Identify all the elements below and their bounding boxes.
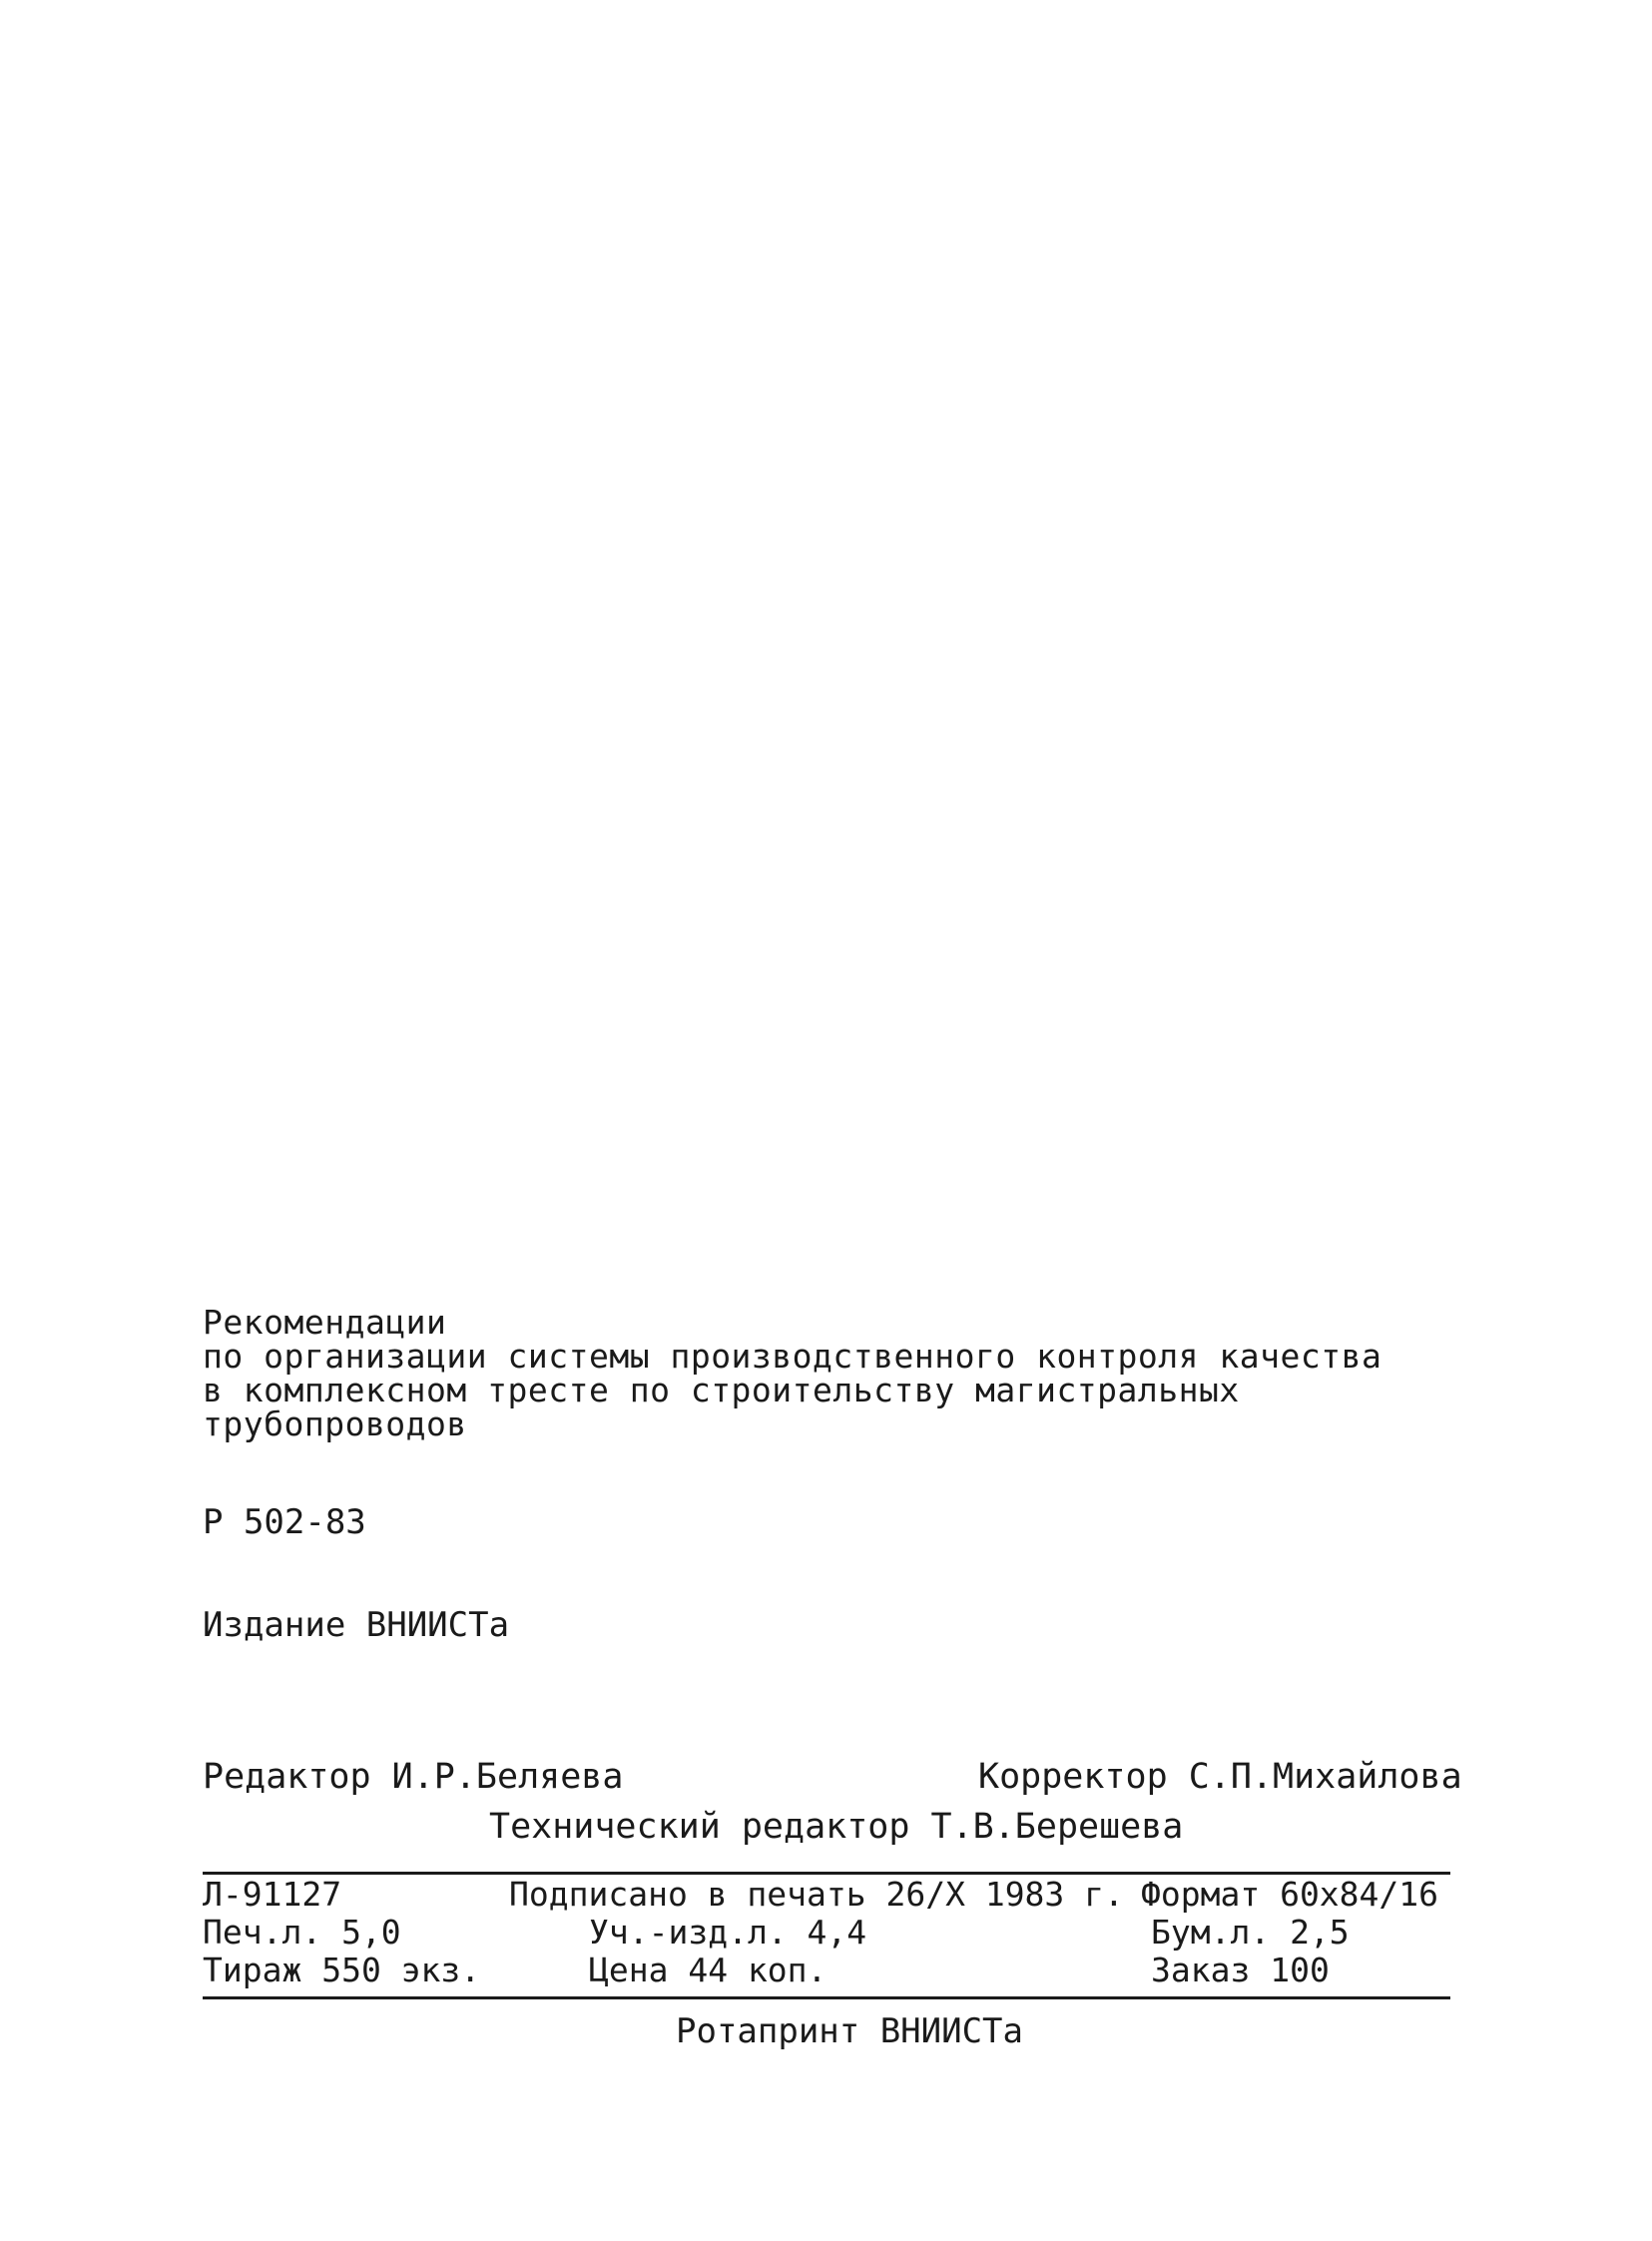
imprint-print-sheets: Печ.л. 5,0: [203, 1913, 401, 1952]
imprint-bottom-rule: [203, 1996, 1450, 1999]
imprint-license: Л-91127: [203, 1875, 342, 1914]
document-code: Р 502-83: [203, 1502, 366, 1542]
imprint-publisher-sheets: Уч.-изд.л. 4,4: [589, 1913, 867, 1952]
publisher-line: Издание ВНИИСТа: [203, 1605, 510, 1645]
imprint-format: Формат 60x84/16: [1141, 1875, 1439, 1914]
title-line-4: трубопроводов: [203, 1404, 467, 1443]
imprint-paper-sheets: Бум.л. 2,5: [1151, 1913, 1350, 1952]
imprint-order: Заказ 100: [1151, 1951, 1330, 1989]
technical-editor-credit: Технический редактор Т.В.Берешева: [489, 1807, 1184, 1847]
imprint-signed-date: Подписано в печать 26/X 1983 г.: [509, 1875, 1124, 1914]
imprint-block: [203, 1877, 1450, 1996]
editor-credit: Редактор И.Р.Беляева: [203, 1757, 624, 1797]
title-line-2: по организации системы производственного контроля качества: [203, 1337, 1382, 1376]
document-title: [203, 1303, 1400, 1443]
imprint-price: Цена 44 коп.: [589, 1951, 827, 1989]
title-line-1: Рекомендации: [203, 1303, 447, 1342]
imprint-print-run: Тираж 550 экз.: [203, 1951, 481, 1989]
printer-line: Ротапринт ВНИИСТа: [676, 2011, 1023, 2051]
title-line-3: в комплексном тресте по строительству магистральных: [203, 1371, 1240, 1409]
corrector-credit: Корректор С.П.Михайлова: [978, 1757, 1462, 1797]
